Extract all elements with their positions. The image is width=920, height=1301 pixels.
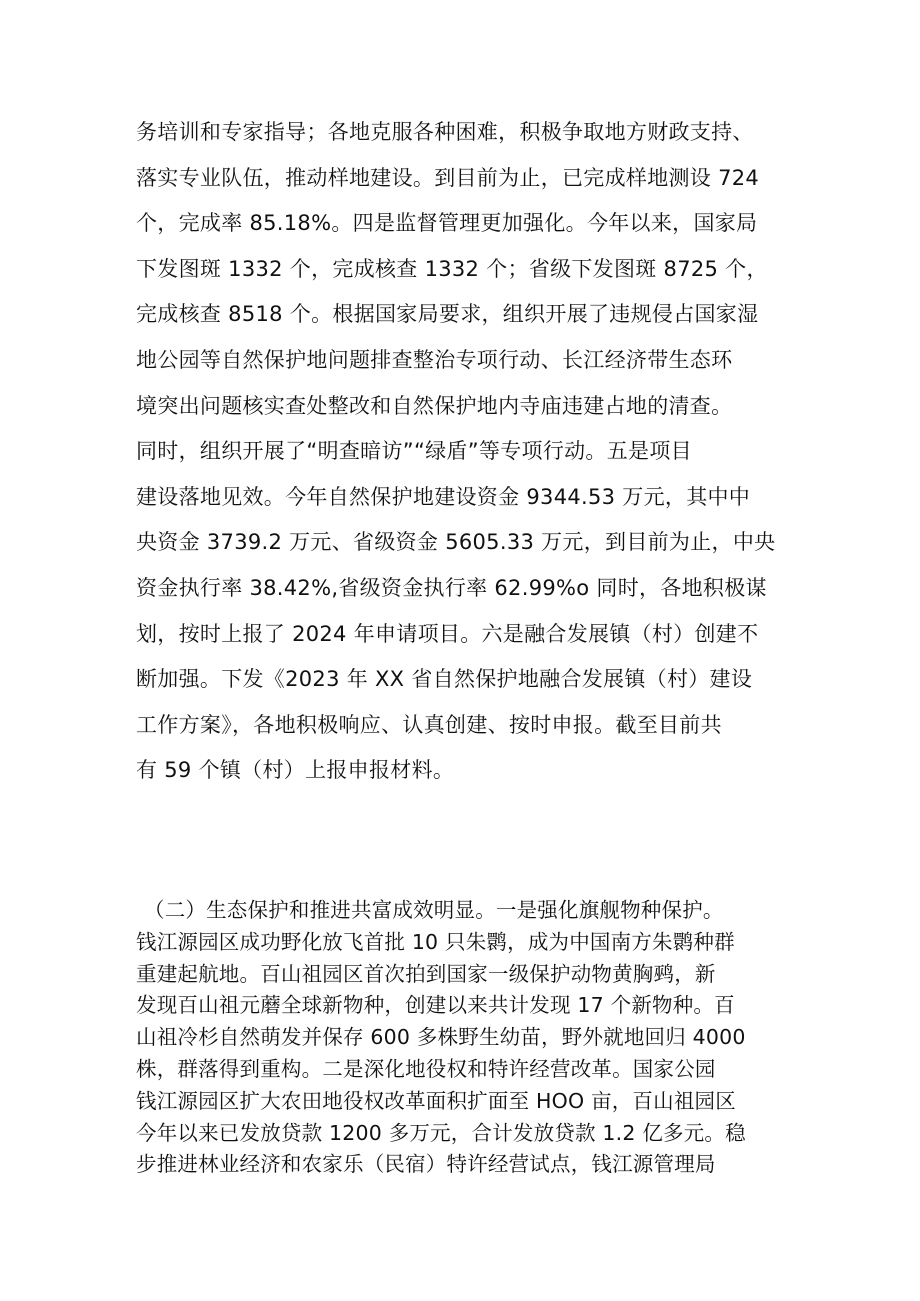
text-line: 地公园等自然保护地问题排查整治专项行动、长江经济带生态环: [136, 347, 733, 372]
text-line: 山祖冷杉自然萌发并保存 600 多株野生幼苗，野外就地回归 4000: [136, 1025, 746, 1050]
text-line: 央资金 3739.2 万元、省级资金 5605.33 万元，到目前为止，中央: [136, 530, 776, 555]
text-line: 断加强。下发《2023 年 XX 省自然保护地融合发展镇（村）建设: [136, 667, 753, 692]
text-line: 落实专业队伍，推动样地建设。到目前为止，已完成样地测设 724: [136, 165, 760, 190]
text-line: 务培训和专家指导；各地克服各种困难，积极争取地方财政支持、: [136, 120, 754, 144]
text-line: 步推进林业经济和农家乐（民宿）特许经营试点，钱江源管理局: [136, 1152, 716, 1177]
text-line: 完成核查 8518 个。根据国家局要求，组织开展了违规侵占国家湿: [136, 302, 759, 327]
text-line: 发现百山祖元蘑全球新物种，创建以来共计发现 17 个新物种。百: [136, 993, 735, 1018]
text-line: 建设落地见效。今年自然保护地建设资金 9344.53 万元，其中中: [136, 484, 751, 509]
text-line: 重建起航地。百山祖园区首次拍到国家一级保护动物黄胸鹀，新: [136, 961, 716, 986]
text-line: 划，按时上报了 2024 年申请项目。六是融合发展镇（村）创建不: [136, 621, 759, 646]
text-line: 今年以来已发放贷款 1200 多万元，合计发放贷款 1.2 亿多元。稳: [136, 1120, 746, 1145]
text-line: 资金执行率 38.42%,省级资金执行率 62.99%o 同时，各地积极谋: [136, 575, 767, 600]
paragraph-progress-summary: [136, 110, 796, 794]
text-line: 工作方案》，各地积极响应、认真创建、按时申报。截至目前共: [136, 712, 722, 737]
paragraph-ecological-protection: [136, 895, 808, 1181]
text-line: 个，完成率 85.18%。四是监督管理更加强化。今年以来，国家局: [136, 211, 758, 236]
text-line: 有 59 个镇（村）上报申报材料。: [136, 758, 455, 783]
section-heading-line: （二）生态保护和推进共富成效明显。一是强化旗舰物种保护。: [144, 898, 724, 922]
text-line: 株，群落得到重构。二是深化地役权和特许经营改革。国家公园: [136, 1056, 716, 1081]
text-line: 同时，组织开展了“明查暗访”“绿盾”等专项行动。五是项目: [136, 439, 692, 464]
text-line: 下发图斑 1332 个，完成核查 1332 个；省级下发图斑 8725 个，: [136, 256, 768, 281]
text-line: 钱江源园区成功野化放飞首批 10 只朱鹮，成为中国南方朱鹮种群: [136, 929, 735, 954]
text-line: 境突出问题核实查处整改和自然保护地内寺庙违建占地的清查。: [136, 393, 733, 418]
text-line: 钱江源园区扩大农田地役权改革面积扩面至 HOO 亩，百山祖园区: [136, 1088, 736, 1113]
